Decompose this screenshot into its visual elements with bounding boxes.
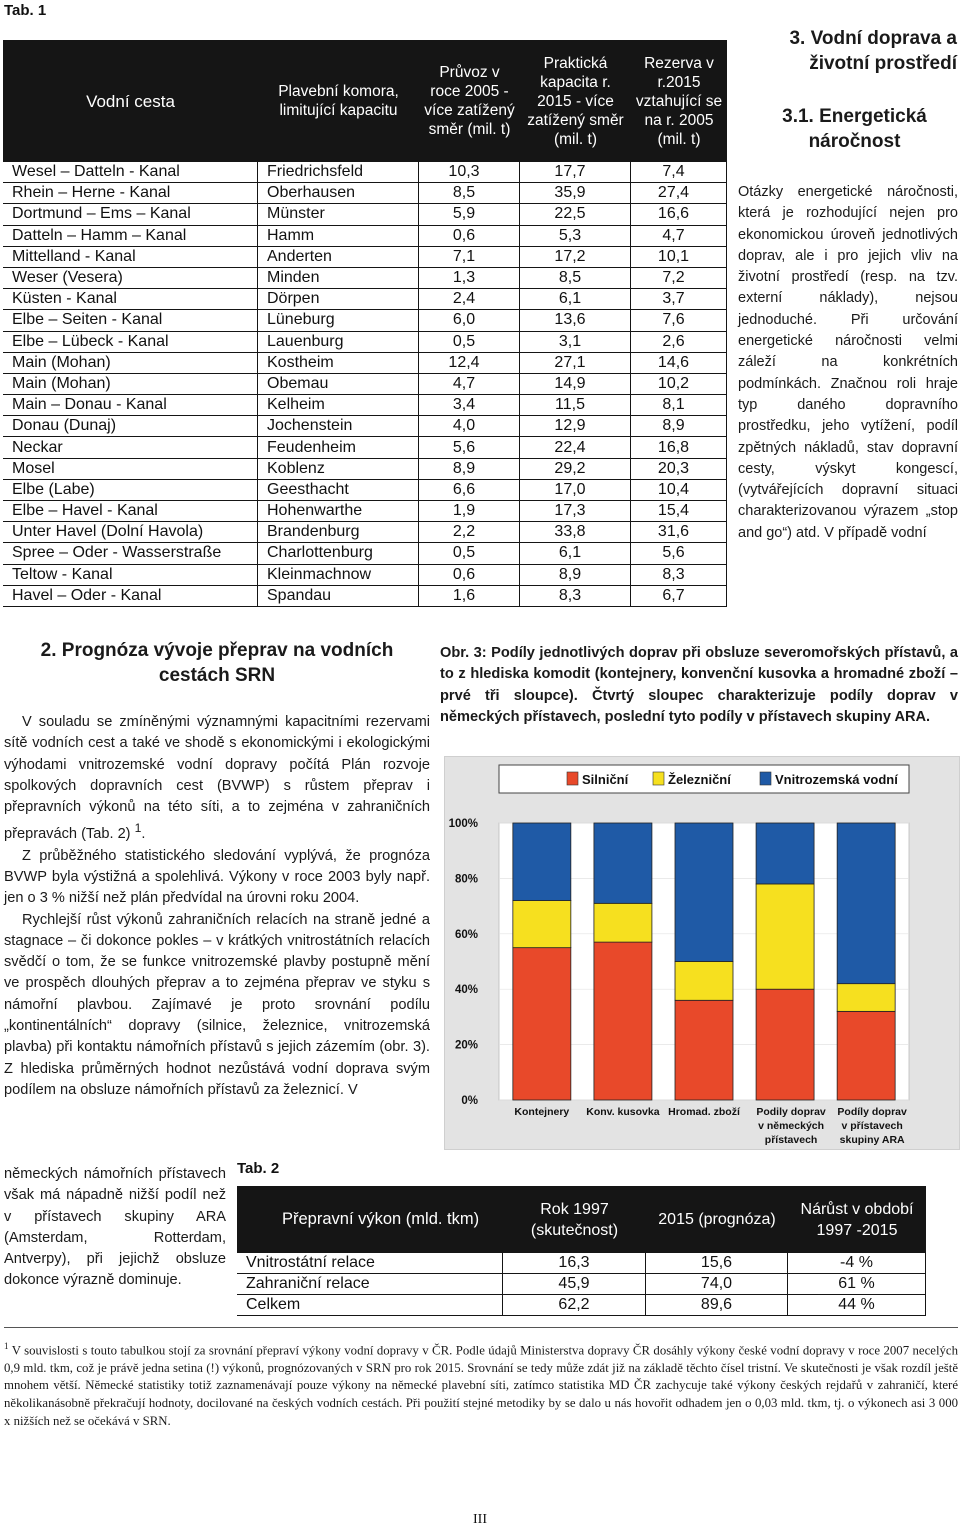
table-cell: 14,9 (520, 374, 631, 395)
bar-segment (837, 823, 895, 984)
table-cell: 27,1 (520, 353, 631, 374)
legend-swatch (653, 772, 664, 785)
tab2-table (237, 1186, 926, 1316)
tab1-row (3, 353, 727, 374)
table-cell: 15,4 (631, 501, 727, 522)
table-cell: Rhein – Herne - Kanal (3, 183, 258, 204)
table-cell: Spandau (258, 586, 419, 607)
footnote-reference: 1 (134, 821, 142, 836)
y-tick-label: 60% (454, 928, 478, 941)
tab1-table (3, 40, 727, 607)
table-cell: 17,7 (520, 162, 631, 183)
table-cell: Elbe – Seiten - Kanal (3, 310, 258, 331)
table-cell: 12,9 (520, 416, 631, 437)
table-cell: 8,5 (419, 183, 520, 204)
table-cell: 61 % (788, 1274, 926, 1295)
tab2-header-cell: Nárůst v období 1997 -2015 (800, 1200, 914, 1239)
table-cell: Main (Mohan) (3, 374, 258, 395)
table-cell: 7,6 (631, 310, 727, 331)
table-cell: 1,6 (419, 586, 520, 607)
table-cell: 10,2 (631, 374, 727, 395)
table-cell: 3,1 (520, 332, 631, 353)
table-cell: Elbe – Lübeck - Kanal (3, 332, 258, 353)
table-cell: 6,0 (419, 310, 520, 331)
table-cell: Zahraniční relace (237, 1274, 503, 1295)
table-cell: Spree – Oder - Wasserstraße (3, 543, 258, 564)
figure3-caption: Obr. 3: Podíly jednotlivých doprav při obsluze severomořských přístavů, a to z hlediska komodit (kontejnery, konvenční kusovka a hromadné zboží – prvé tři sloupce). Čtvrtý sloupec charakterizuje podíly doprav v německých přístavech, poslední tyto podíly v přístavech skupiny ARA. (440, 645, 958, 725)
section31-heading: 3.1. Energetická náročnost (782, 106, 927, 152)
tab2-row (237, 1295, 926, 1316)
table-cell: Neckar (3, 437, 258, 458)
section3-heading: 3. Vodní doprava a životní prostředí (789, 28, 957, 74)
table-cell: 17,2 (520, 247, 631, 268)
tab2-header-cell: Rok 1997 (skutečnost) (530, 1200, 619, 1239)
tab1-row (3, 437, 727, 458)
table-cell: Main (Mohan) (3, 353, 258, 374)
table-cell: 5,6 (419, 437, 520, 458)
tab1-row (3, 565, 727, 586)
bar-segment (756, 884, 814, 989)
table-cell: 3,4 (419, 395, 520, 416)
table-cell: 8,3 (631, 565, 727, 586)
bar-segment (513, 901, 571, 948)
table-cell: Elbe – Havel - Kanal (3, 501, 258, 522)
section2-paragraph: V souladu se zmíněnými významnými kapacitními rezervami sítě vodních cest a také ve shodě s ekonomickými i ekologickými výhodami vnitrozemské vodní dopravy počítá Plán rozvoje spolkových dopravních cest (BVWP) s růstem přeprav i přepravních výkonů na této síti, a to zejména v zahraničních přepravách (Tab. 2) $^1$. (4, 714, 430, 843)
table-cell: 8,9 (631, 416, 727, 437)
table-cell: 5,6 (631, 543, 727, 564)
tab1-row (3, 480, 727, 501)
table-cell: 17,0 (520, 480, 631, 501)
bar-segment (837, 984, 895, 1012)
table-cell: Teltow - Kanal (3, 565, 258, 586)
table-cell: 12,4 (419, 353, 520, 374)
tab2-body (237, 1253, 926, 1316)
table-cell: 0,5 (419, 543, 520, 564)
tab1-row (3, 247, 727, 268)
x-category-label: přístavech (764, 1134, 818, 1146)
table-cell: 2,2 (419, 522, 520, 543)
tab2-row (237, 1253, 926, 1274)
y-tick-label: 20% (454, 1039, 478, 1052)
table-cell: Vnitrostátní relace (237, 1253, 503, 1274)
table-cell: Dörpen (258, 289, 419, 310)
table-cell: 5,9 (419, 204, 520, 225)
section2-paragraph: Z průběžného statistického sledování vyplývá, že prognóza BVWP byla výstižná a spolehlivá. Výkony v roce 2003 byly např. jen o 3 % nižší než plán předvídal na úrovni roku 2004. (4, 847, 430, 907)
table-cell: 35,9 (520, 183, 631, 204)
table-cell: 6,7 (631, 586, 727, 607)
table-cell: Wesel – Datteln - Kanal (3, 162, 258, 183)
table-cell: 0,6 (419, 565, 520, 586)
page-number: III (473, 1512, 487, 1527)
table-cell: 2,6 (631, 332, 727, 353)
table-cell: 7,4 (631, 162, 727, 183)
table-cell: Obemau (258, 374, 419, 395)
tab1-row (3, 395, 727, 416)
tab1-header-cell: Vodní cesta (86, 91, 175, 111)
table-cell: 29,2 (520, 459, 631, 480)
figure3-chart (444, 756, 960, 1150)
table-cell: Main – Donau - Kanal (3, 395, 258, 416)
table-cell: 45,9 (503, 1274, 646, 1295)
bar-segment (675, 1000, 733, 1100)
bar-segment (594, 942, 652, 1100)
table-cell: 13,6 (520, 310, 631, 331)
section2-heading: 2. Prognóza vývoje přeprav na vodních cestách SRN (40, 640, 394, 686)
legend-label: Vnitrozemská vodní (775, 772, 898, 787)
table-cell: Oberhausen (258, 183, 419, 204)
table-cell: 14,6 (631, 353, 727, 374)
table-cell: 8,9 (419, 459, 520, 480)
bar-segment (513, 948, 571, 1100)
table-cell: Hamm (258, 226, 419, 247)
table-cell: 74,0 (646, 1274, 788, 1295)
table-cell: 15,6 (646, 1253, 788, 1274)
bar-segment (756, 823, 814, 884)
tab1-header-cell: Plavební komora, limitující kapacitu (278, 83, 399, 119)
table-cell: 8,1 (631, 395, 727, 416)
tab1-row (3, 289, 727, 310)
table-cell: -4 % (788, 1253, 926, 1274)
table-cell: 5,3 (520, 226, 631, 247)
table-cell: Anderten (258, 247, 419, 268)
table-cell: Friedrichsfeld (258, 162, 419, 183)
table-cell: 1,9 (419, 501, 520, 522)
table-cell: Geesthacht (258, 480, 419, 501)
table-cell: 8,9 (520, 565, 631, 586)
tab1-row (3, 204, 727, 225)
tab1-row (3, 183, 727, 204)
bar-segment (594, 823, 652, 903)
table-cell: 0,6 (419, 226, 520, 247)
x-category-label: Podily doprav (756, 1106, 826, 1118)
table-cell: 10,3 (419, 162, 520, 183)
table-cell: 8,5 (520, 268, 631, 289)
bar-segment (756, 989, 814, 1100)
table-cell: Feudenheim (258, 437, 419, 458)
table-cell: 2,4 (419, 289, 520, 310)
table-cell: Mittelland - Kanal (3, 247, 258, 268)
table-cell: 22,5 (520, 204, 631, 225)
table-cell: 4,0 (419, 416, 520, 437)
tab1-header-cell: Rezerva v r.2015 vztahující se na r. 2005 (mil. t) (635, 54, 723, 148)
footnote (4, 1338, 958, 1430)
table-cell: Mosel (3, 459, 258, 480)
tab2-table-frame (237, 1186, 926, 1316)
table-cell: Weser (Vesera) (3, 268, 258, 289)
tab1-row (3, 374, 727, 395)
tab1-row (3, 332, 727, 353)
table-cell: Lüneburg (258, 310, 419, 331)
table-cell: 8,3 (520, 586, 631, 607)
section2-paragraph: Rychlejší růst výkonů zahraničních relacích na straně jedné a stagnace – či dokonce pokles – v krátkých vnitrostátních relacích svědčí o tom, že se funkce vnitrozemské plavby postupně mění ve prospěch dlouhých přeprav a to zejména přeprav ve styku s námořní plavbou. Zajímavé je proto srovnání podílu „kontinentálních“ dopravy (silnice, železnice, vnitrozemská plavba) při kontaktu námořních přístavů s jejich zázemím (obr. 3). Z hlediska průměrných hodnot nezůstává vodní doprava svým podílem na obsluze námořních přístavů za železnicí. V (4, 911, 430, 1098)
tab1-table-frame (3, 40, 727, 607)
table-cell: Elbe (Labe) (3, 480, 258, 501)
tab1-row (3, 226, 727, 247)
table-cell: 16,8 (631, 437, 727, 458)
table-cell: 16,6 (631, 204, 727, 225)
legend-swatch (760, 772, 771, 785)
bar-segment (837, 1011, 895, 1100)
footnote-divider (4, 1327, 958, 1328)
tab1-row (3, 522, 727, 543)
x-category-label: Kontejnery (514, 1106, 570, 1118)
table-cell: Münster (258, 204, 419, 225)
table-cell: 31,6 (631, 522, 727, 543)
table-cell: 17,3 (520, 501, 631, 522)
table-cell: Celkem (237, 1295, 503, 1316)
energy-paragraph: Otázky energetické náročnosti, která je rozhodující nejen pro ekonomickou úroveň jednotlivých doprav, ale i pro jejich vliv na životní prostředí (resp. na tzv. externí náklady), nejsou jednoduché. Při určování energetické náročnosti velmi záleží na konkrétních podmínkách. Značnou roli hraje typ daného dopravního prostředku, jeho vytížení, podíl zpětných nákladů, stav dopravní cesty, výskyt kongescí, (vytvářejících dopravní situaci charakterizovanou výrazem „stop and go“) atd. V případě vodní (738, 184, 958, 541)
table-cell: Minden (258, 268, 419, 289)
table-cell: Koblenz (258, 459, 419, 480)
table-cell: 89,6 (646, 1295, 788, 1316)
table-cell: 10,1 (631, 247, 727, 268)
x-category-label: v přístavech (841, 1120, 903, 1132)
section2-paragraph-text: V souladu se zmíněnými významnými kapacitními rezervami sítě vodních cest a také ve shodě s ekonomickými i ekologickými výhodami vnitrozemské vodní dopravy počítá Plán rozvoje spolkových dopravních cest (BVWP) s růstem přeprav i přepravních výkonů na této síti, a to zejména v zahraničních přepravách (Tab. 2) (4, 714, 430, 843)
table-cell: Kelheim (258, 395, 419, 416)
tab2-row (237, 1274, 926, 1295)
x-category-label: Konv. kusovka (586, 1106, 660, 1118)
x-category-label: v německých (758, 1120, 825, 1132)
table-cell: 27,4 (631, 183, 727, 204)
x-category-label: skupiny ARA (839, 1134, 905, 1146)
bar-segment (513, 823, 571, 901)
stacked-bar-chart (445, 757, 959, 1149)
y-tick-label: 40% (454, 984, 478, 997)
tab1-row (3, 501, 727, 522)
table-cell: 6,6 (419, 480, 520, 501)
tab1-body (3, 162, 727, 607)
tab2-header-cell: 2015 (prognóza) (658, 1211, 776, 1228)
tab1-row (3, 268, 727, 289)
table-cell: 33,8 (520, 522, 631, 543)
tab1-row (3, 586, 727, 607)
table-cell: 4,7 (631, 226, 727, 247)
legend-swatch (567, 772, 578, 785)
table-cell: Lauenburg (258, 332, 419, 353)
table-cell: Dortmund – Ems – Kanal (3, 204, 258, 225)
table-cell: Donau (Dunaj) (3, 416, 258, 437)
tab1-header-cell: Praktická kapacita r. 2015 - více zatížený směr (mil. t) (527, 54, 624, 148)
tab1-row (3, 543, 727, 564)
table-cell: 16,3 (503, 1253, 646, 1274)
table-cell: 4,7 (419, 374, 520, 395)
table-cell: Brandenburg (258, 522, 419, 543)
legend-label: Silniční (582, 772, 629, 787)
tab1-row (3, 459, 727, 480)
table-cell: 22,4 (520, 437, 631, 458)
table-cell: 7,2 (631, 268, 727, 289)
table-cell: 6,1 (520, 543, 631, 564)
bar-segment (594, 903, 652, 942)
y-tick-label: 80% (454, 873, 478, 886)
table-cell: 0,5 (419, 332, 520, 353)
section2-body (4, 712, 430, 1101)
table-cell: Havel – Oder - Kanal (3, 586, 258, 607)
tab1-header-cell: Průvoz v roce 2005 - více zatížený směr (mil. t) (424, 64, 515, 138)
table-cell: 62,2 (503, 1295, 646, 1316)
footnote-text: V souvislosti s touto tabulkou stojí za srovnání přepraví výkony vodní dopravy v ČR. Podle údajů Ministerstva dopravy ČR dosáhly výkony české vodní dopravy v roce 2007 necelých 0,9 mld. tkm, což je právě jedna setina (!) výkonů, prognózovaných v SRN pro rok 2015. Srovnání se tedy může zdát již na základě těchto čísel tristní. Ve skutečnosti je však rozdíl ještě mnohem větší. Německé statistiky totiž zaznamenávají pouze výkony na německé plavební síti, zatímco statistika MD ČR zachycuje také výkony českých rejdařů v zahraničí, které několikanásobně překračují hodnoty, docilované na českých vodních cestách. Při použití stejné metodiky by se dalo u nás hovořit odhadem jen o 0,03 mld. tkm, tj. o výkonech asi 3 000 x nižších než se očekává v SRN. (4, 1343, 958, 1428)
legend-label: Železniční (668, 772, 731, 787)
tab1-row (3, 416, 727, 437)
table-cell: 3,7 (631, 289, 727, 310)
table-cell: Küsten - Kanal (3, 289, 258, 310)
footnote-marker: 1 (4, 1341, 9, 1351)
table-cell: 7,1 (419, 247, 520, 268)
tab1-row (3, 162, 727, 183)
section2-paragraph-tail: německých námořních přístavech však má nápadně nižší podíl než v přístavech skupiny ARA (Amsterdam, Rotterdam, Antverpy), při jejichž obsluze dokonce výrazně dominuje. (4, 1166, 226, 1289)
bar-segment (675, 823, 733, 962)
y-tick-label: 0% (461, 1095, 478, 1107)
table-cell: 6,1 (520, 289, 631, 310)
table-cell: Datteln – Hamm – Kanal (3, 226, 258, 247)
table-cell: 1,3 (419, 268, 520, 289)
table-cell: Charlottenburg (258, 543, 419, 564)
tab1-row (3, 310, 727, 331)
x-category-label: Hromad. zboží (668, 1106, 740, 1118)
table-cell: 11,5 (520, 395, 631, 416)
bar-segment (675, 962, 733, 1001)
table-cell: 10,4 (631, 480, 727, 501)
x-category-label: Podíly doprav (837, 1106, 907, 1118)
tab1-caption: Tab. 1 (4, 2, 47, 19)
table-cell: Kostheim (258, 353, 419, 374)
table-cell: 20,3 (631, 459, 727, 480)
tab2-header-cell: Přepravní výkon (mld. tkm) (282, 1210, 480, 1228)
table-cell: Unter Havel (Dolní Havola) (3, 522, 258, 543)
tab2-caption: Tab. 2 (237, 1160, 280, 1177)
table-cell: Kleinmachnow (258, 565, 419, 586)
y-tick-label: 100% (448, 818, 478, 830)
table-cell: 44 % (788, 1295, 926, 1316)
table-cell: Jochenstein (258, 416, 419, 437)
table-cell: Hohenwarthe (258, 501, 419, 522)
